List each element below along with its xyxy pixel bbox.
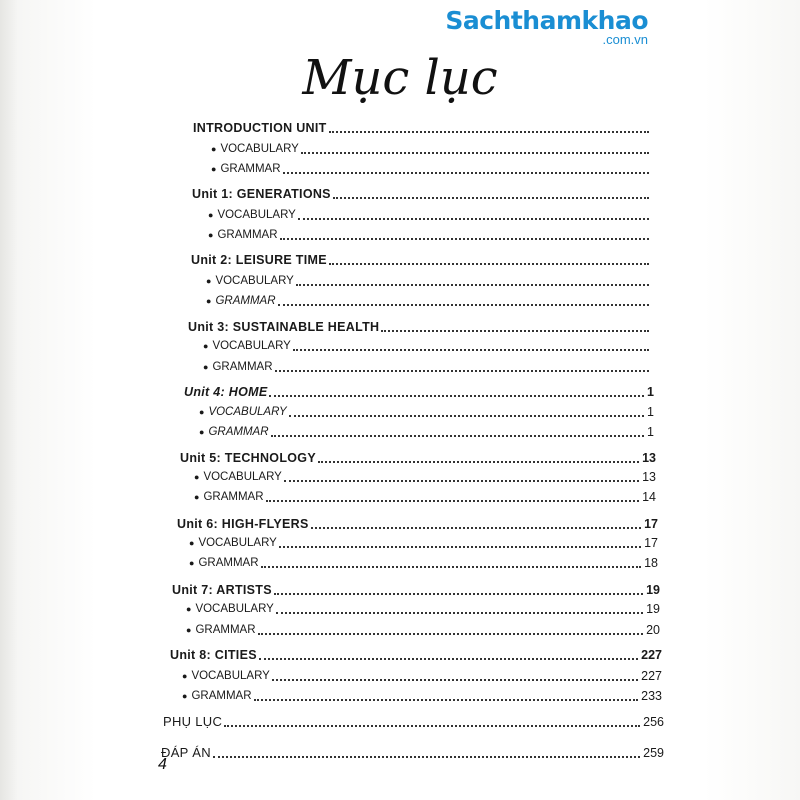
toc-entry-page: 19 [646, 602, 660, 616]
toc-entry-label: Unit 3: SUSTAINABLE HEALTH [188, 320, 380, 334]
dot-leader [329, 131, 649, 133]
toc-entry-unit-2 [191, 248, 652, 268]
toc-entry-label: Unit 7: ARTISTS [172, 583, 272, 597]
toc-entry-unit-1-grammar [208, 223, 652, 243]
dot-leader [279, 546, 641, 548]
toc-entry-unit-1 [192, 182, 652, 202]
toc-entry-unit-8-vocabulary [182, 664, 662, 684]
dot-leader [269, 395, 644, 397]
toc-entry-label: Unit 6: HIGH-FLYERS [177, 517, 309, 531]
toc-entry-page: 20 [646, 623, 660, 637]
toc-entry-page: 1 [647, 385, 654, 399]
bullet-icon: ● [199, 407, 205, 417]
dot-leader [261, 566, 642, 568]
toc-entry-label: VOCABULARY [208, 406, 287, 418]
bullet-icon: ● [211, 144, 217, 154]
toc-entry-label: Unit 4: HOME [184, 385, 268, 399]
toc-entry-page: 13 [642, 470, 656, 484]
toc-entry-page: 259 [643, 746, 664, 760]
dot-leader [289, 415, 644, 417]
bullet-icon: ● [186, 625, 192, 635]
dot-leader [381, 330, 649, 332]
toc-entry-page: 1 [647, 405, 654, 419]
dot-leader [272, 679, 638, 681]
toc-entry-label: GRAMMAR [198, 557, 259, 569]
toc-entry-intro [193, 116, 652, 136]
toc-entry-unit-6-vocabulary [189, 531, 658, 551]
toc-entry-label: GRAMMAR [191, 690, 252, 702]
toc-entry-page: 233 [641, 689, 662, 703]
dot-leader [254, 699, 639, 701]
toc-entry-label: GRAMMAR [203, 491, 264, 503]
toc-entry-page: 256 [643, 715, 664, 729]
toc-entry-unit-2-grammar [206, 289, 652, 309]
toc-entry-intro-vocabulary [211, 137, 652, 157]
bullet-icon: ● [203, 362, 209, 372]
toc-entry-label: GRAMMAR [195, 624, 256, 636]
dot-leader [329, 263, 649, 265]
toc-entry-label: VOCABULARY [212, 340, 291, 352]
bullet-icon: ● [199, 427, 205, 437]
bullet-icon: ● [186, 604, 192, 614]
toc-entry-page: 227 [641, 648, 662, 662]
toc-entry-label: VOCABULARY [191, 670, 270, 682]
toc-entry-unit-7-grammar [186, 618, 660, 638]
bullet-icon: ● [208, 210, 214, 220]
toc-entry-unit-7 [172, 578, 660, 598]
toc-entry-unit-3-vocabulary [203, 334, 652, 354]
watermark-brand: Sachthamkhao [445, 6, 648, 35]
bullet-icon: ● [194, 472, 200, 482]
toc-entry-answer-key [161, 741, 664, 761]
toc-entry-unit-8 [170, 643, 662, 663]
toc-entry-unit-4 [184, 380, 654, 400]
page-title: Mục lục [302, 50, 498, 106]
toc-entry-appendix [163, 710, 664, 730]
page-number: 4 [158, 756, 167, 773]
toc-entry-label: GRAMMAR [215, 295, 276, 307]
toc-entry-label: VOCABULARY [195, 603, 274, 615]
dot-leader [224, 725, 640, 727]
toc-entry-label: GRAMMAR [208, 426, 269, 438]
bullet-icon: ● [189, 558, 195, 568]
toc-entry-page: 19 [646, 583, 660, 597]
dot-leader [274, 593, 643, 595]
toc-entry-label: VOCABULARY [220, 143, 299, 155]
dot-leader [280, 238, 650, 240]
dot-leader [283, 172, 650, 174]
toc-entry-page: 227 [641, 669, 662, 683]
toc-entry-unit-4-vocabulary [199, 400, 654, 420]
bullet-icon: ● [206, 296, 212, 306]
dot-leader [301, 152, 649, 154]
dot-leader [318, 461, 639, 463]
toc-entry-unit-5 [180, 446, 656, 466]
bullet-icon: ● [203, 341, 209, 351]
toc-entry-unit-5-vocabulary [194, 465, 656, 485]
dot-leader [258, 633, 644, 635]
bullet-icon: ● [189, 538, 195, 548]
toc-entry-label: PHỤ LỤC [163, 714, 223, 729]
toc-entry-label: ĐÁP ÁN [161, 745, 211, 760]
toc-entry-label: Unit 2: LEISURE TIME [191, 253, 327, 267]
bullet-icon: ● [182, 671, 188, 681]
toc-entry-page: 17 [644, 536, 658, 550]
dot-leader [266, 500, 640, 502]
dot-leader [333, 197, 649, 199]
toc-entry-label: VOCABULARY [198, 537, 277, 549]
toc-entry-unit-6-grammar [189, 551, 658, 571]
toc-entry-label: VOCABULARY [215, 275, 294, 287]
toc-entry-label: GRAMMAR [212, 361, 273, 373]
toc-entry-label: GRAMMAR [217, 229, 278, 241]
dot-leader [275, 370, 650, 372]
bullet-icon: ● [206, 276, 212, 286]
toc-entry-unit-5-grammar [194, 485, 656, 505]
dot-leader [293, 349, 649, 351]
toc-entry-page: 18 [644, 556, 658, 570]
toc-entry-page: 1 [647, 425, 654, 439]
toc-entry-label: Unit 1: GENERATIONS [192, 187, 331, 201]
dot-leader [259, 658, 638, 660]
toc-entry-label: GRAMMAR [220, 163, 281, 175]
dot-leader [278, 304, 650, 306]
toc-entry-unit-2-vocabulary [206, 269, 652, 289]
dot-leader [284, 480, 639, 482]
toc-entry-unit-3-grammar [203, 355, 652, 375]
bullet-icon: ● [208, 230, 214, 240]
toc-entry-unit-8-grammar [182, 684, 662, 704]
dot-leader [276, 612, 643, 614]
toc-entry-intro-grammar [211, 157, 652, 177]
toc-entry-unit-1-vocabulary [208, 203, 652, 223]
dot-leader [271, 435, 645, 437]
toc-entry-label: INTRODUCTION UNIT [193, 121, 327, 135]
toc-entry-label: VOCABULARY [203, 471, 282, 483]
dot-leader [311, 527, 641, 529]
dot-leader [298, 218, 649, 220]
bullet-icon: ● [182, 691, 188, 701]
toc-entry-page: 13 [642, 451, 656, 465]
dot-leader [296, 284, 649, 286]
toc-entry-page: 17 [644, 517, 658, 531]
toc-entry-unit-3 [188, 315, 652, 335]
toc-entry-unit-7-vocabulary [186, 597, 660, 617]
bullet-icon: ● [194, 492, 200, 502]
toc-entry-unit-6 [177, 512, 658, 532]
watermark-domain: .com.vn [602, 32, 648, 47]
toc-entry-page: 14 [642, 490, 656, 504]
toc-entry-label: VOCABULARY [217, 209, 296, 221]
dot-leader [213, 756, 640, 758]
toc-entry-label: Unit 8: CITIES [170, 648, 257, 662]
toc-entry-label: Unit 5: TECHNOLOGY [180, 451, 316, 465]
toc-entry-unit-4-grammar [199, 420, 654, 440]
bullet-icon: ● [211, 164, 217, 174]
